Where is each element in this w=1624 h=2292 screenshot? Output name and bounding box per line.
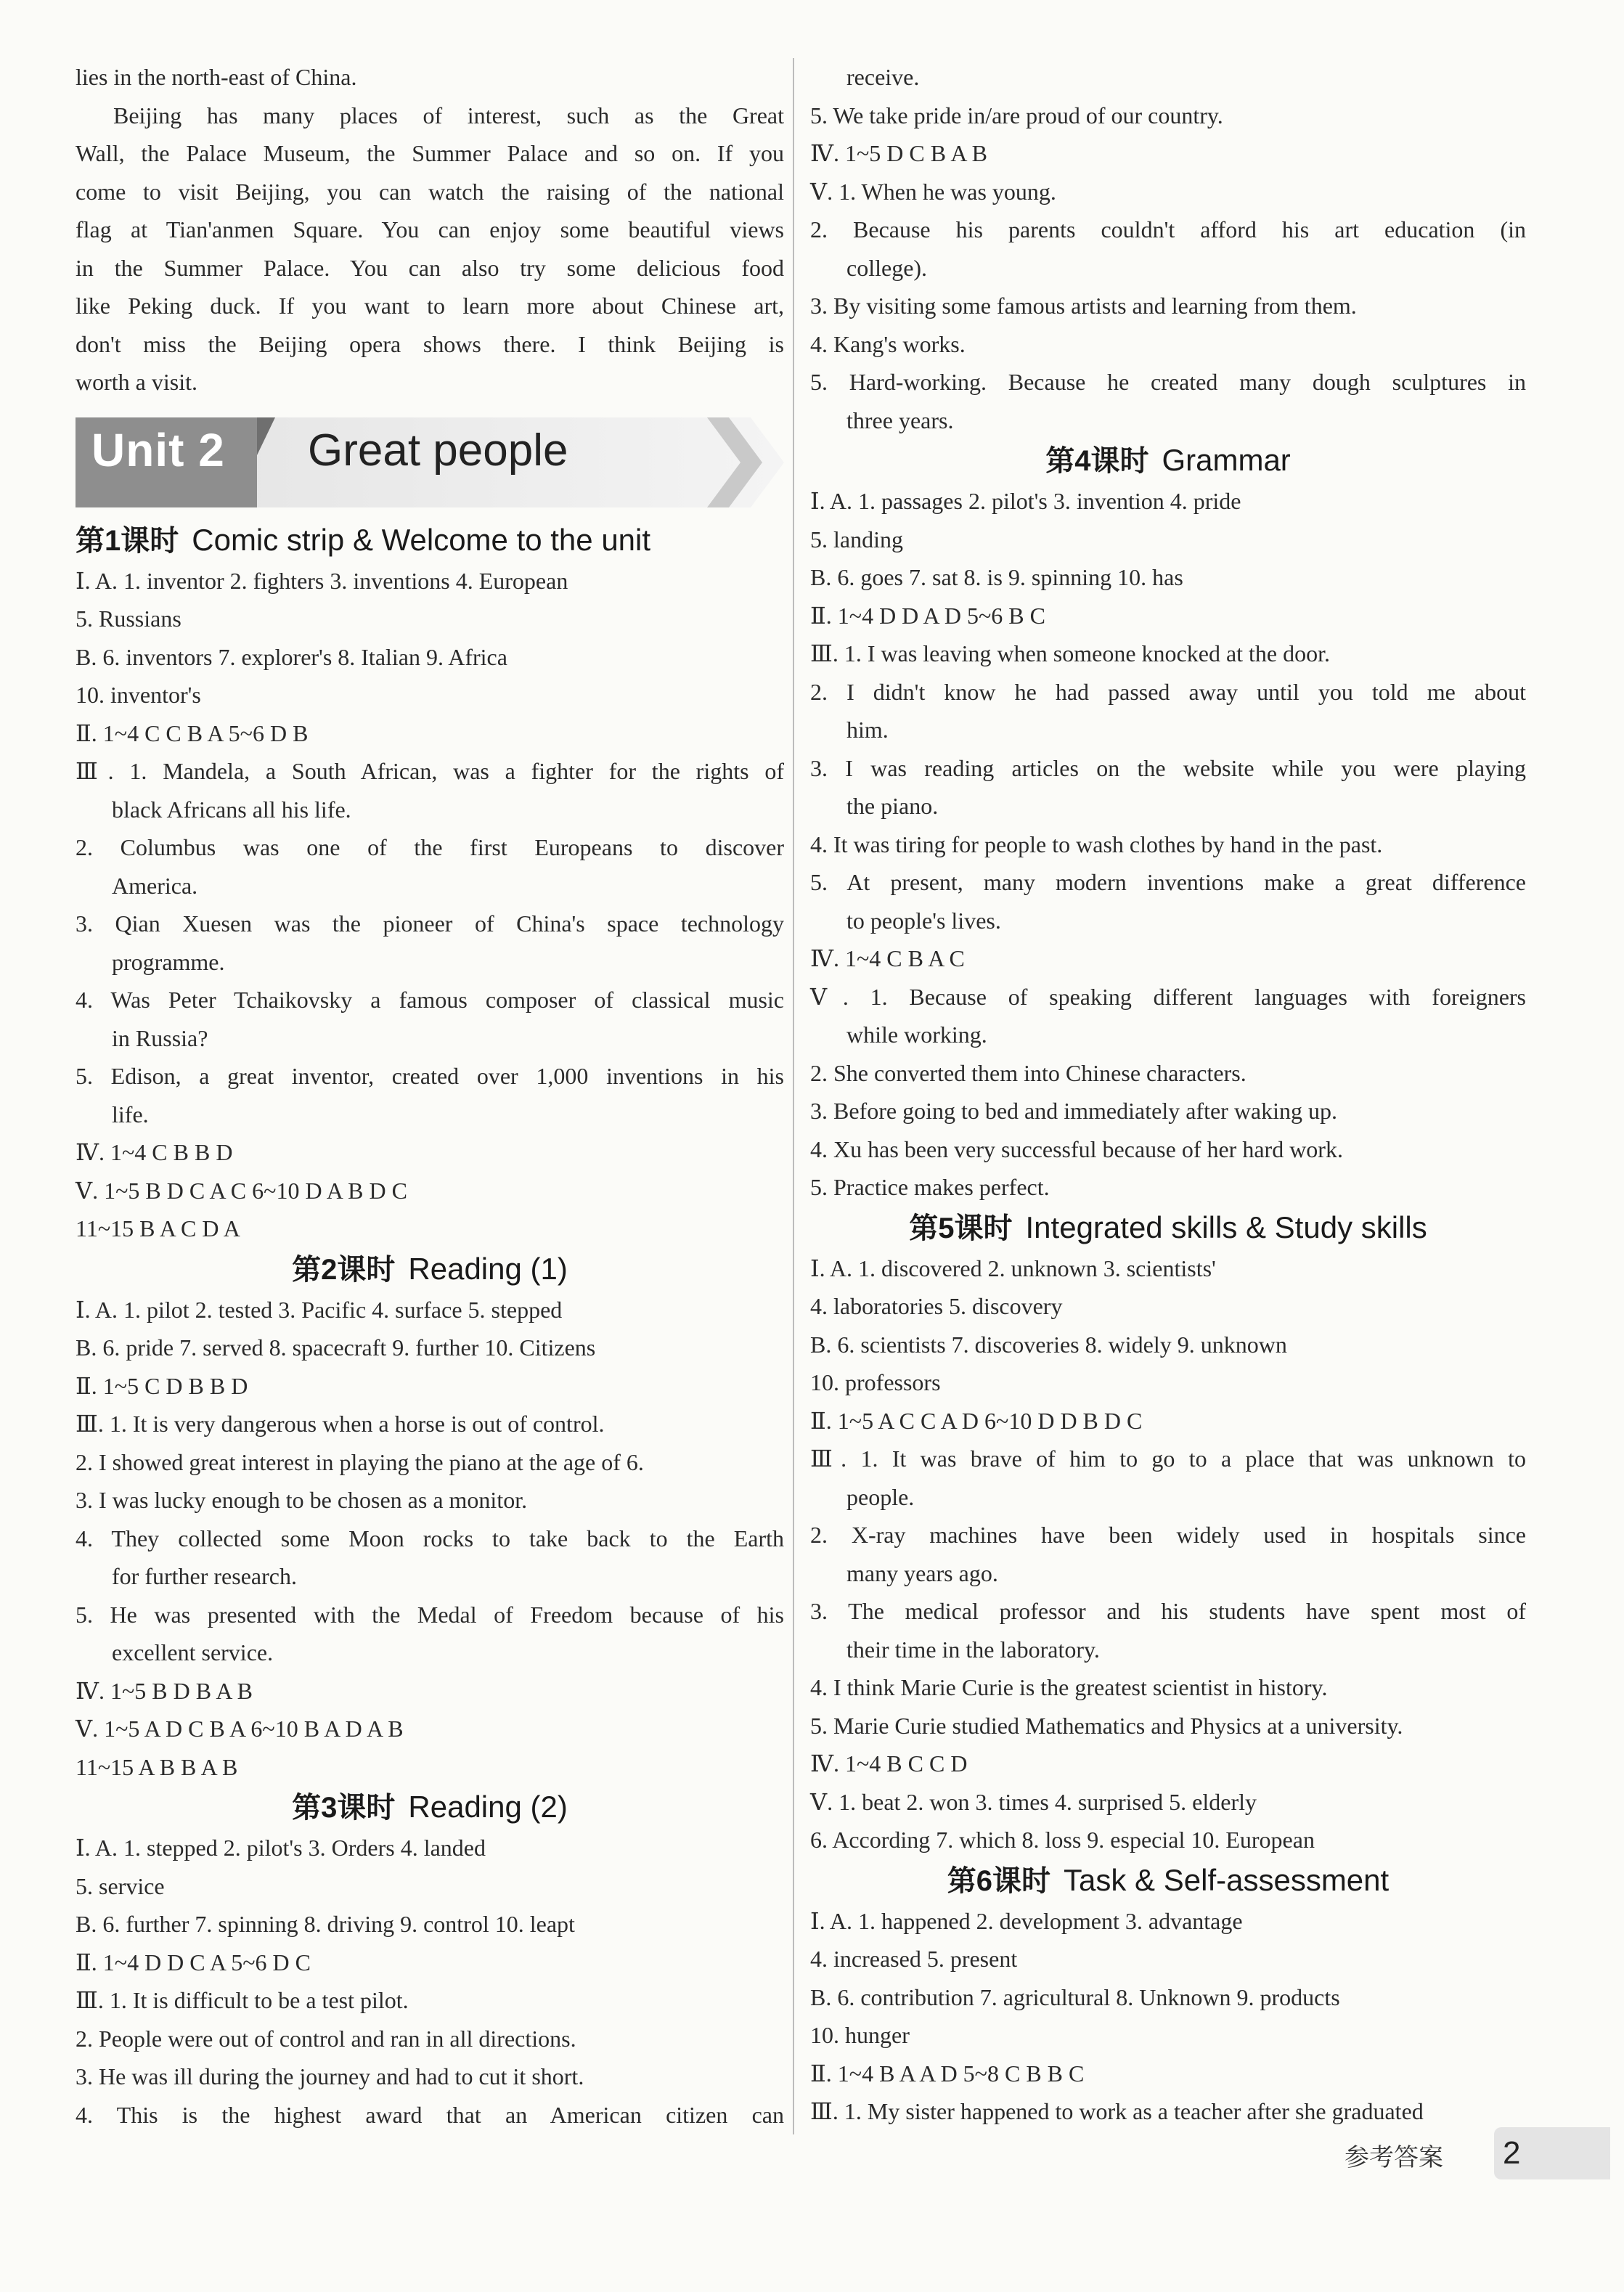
answer-line: Ⅲ. 1. It was brave of him to go to a place that was unknown to <box>810 1445 1526 1472</box>
answer-line: Ⅰ. A. 1. stepped 2. pilot's 3. Orders 4. landed <box>76 1835 486 1861</box>
answer-line: 4. Was Peter Tchaikovsky a famous composer of classical music <box>76 987 784 1013</box>
answer-line: Ⅴ. 1~5 A D C B A 6~10 B A D A B <box>76 1716 404 1742</box>
lesson5-heading <box>810 1207 1526 1249</box>
paragraph-line: don't miss the Beijing opera shows there. I think Beijing is <box>76 330 784 357</box>
answer-line: 4. I think Marie Curie is the greatest scientist in history. <box>810 1674 1328 1700</box>
lesson1-heading <box>76 519 784 562</box>
answer-line: B. 6. goes 7. sat 8. is 9. spinning 10. has <box>810 564 1183 590</box>
lesson2-answers <box>76 1291 784 1787</box>
answer-line: 5. Russians <box>76 605 181 632</box>
answer-line: Ⅰ. A. 1. inventor 2. fighters 3. inventions 4. European <box>76 567 568 594</box>
answer-line-continued: their time in the laboratory. <box>846 1636 1100 1663</box>
answer-line: B. 6. pride 7. served 8. spacecraft 9. further 10. Citizens <box>76 1334 596 1361</box>
answer-line: 10. professors <box>810 1369 941 1395</box>
lesson1-title: Comic strip & Welcome to the unit <box>192 522 651 557</box>
answer-line-continued: programme. <box>112 948 225 975</box>
paragraph-line: in the Summer Palace. You can also try some delicious food <box>76 254 784 281</box>
lesson6-answers <box>810 1902 1526 2131</box>
lesson2-heading <box>76 1248 784 1291</box>
answer-line-continued: receive. <box>846 64 920 90</box>
lesson3-number: 第3课时 <box>292 1792 396 1824</box>
answer-line-continued: America. <box>112 872 198 899</box>
lesson6-heading <box>810 1859 1526 1902</box>
lesson4-number: 第4课时 <box>1045 445 1149 477</box>
answer-line: Ⅱ. 1~4 B A A D 5~8 C B B C <box>810 2060 1085 2087</box>
answer-line: 2. X-ray machines have been widely used in hospitals since <box>810 1522 1526 1548</box>
answer-line: 4. They collected some Moon rocks to take back to the Earth <box>76 1525 784 1551</box>
column-divider <box>793 58 794 2134</box>
answer-line: B. 6. scientists 7. discoveries 8. widely 9. unknown <box>810 1331 1287 1358</box>
reading2-continued <box>810 58 1526 439</box>
answer-line-continued: in Russia? <box>112 1024 208 1051</box>
answer-line: 2. I showed great interest in playing the piano at the age of 6. <box>76 1448 644 1475</box>
unit-label: Unit 2 <box>91 423 225 476</box>
answer-line-continued: the piano. <box>846 793 939 819</box>
answer-line: Ⅱ. 1~4 D D C A 5~6 D C <box>76 1949 311 1975</box>
answer-line: 5. Edison, a great inventor, created over 1,000 inventions in his <box>76 1063 784 1089</box>
lesson3-heading <box>76 1786 784 1829</box>
intro-paragraph <box>76 58 784 401</box>
answer-line-continued: life. <box>112 1101 149 1127</box>
answer-line: 2. People were out of control and ran in all directions. <box>76 2025 576 2052</box>
answer-line: Ⅳ. 1~4 B C C D <box>810 1750 968 1777</box>
answer-line-continued: college). <box>846 254 928 281</box>
answer-line: Ⅲ. 1. My sister happened to work as a teacher after she graduated <box>810 2098 1424 2124</box>
answer-line: Ⅴ. 1. When he was young. <box>810 178 1056 205</box>
paragraph-line: Wall, the Palace Museum, the Summer Palace and so on. If you <box>76 140 784 166</box>
answer-line: Ⅱ. 1~5 C D B B D <box>76 1372 248 1399</box>
answer-line: 3. I was reading articles on the website while you were playing <box>810 754 1526 781</box>
answer-line: 4. laboratories 5. discovery <box>810 1293 1063 1319</box>
lesson6-number: 第6课时 <box>947 1864 1051 1897</box>
paragraph-line: worth a visit. <box>76 369 197 395</box>
lesson2-number: 第2课时 <box>292 1253 396 1286</box>
lesson3-title: Reading (2) <box>408 1790 568 1824</box>
answer-line: 11~15 B A C D A <box>76 1215 240 1241</box>
answer-line-continued: many years ago. <box>846 1559 998 1586</box>
answer-line: 4. Kang's works. <box>810 330 966 357</box>
paragraph-line: lies in the north-east of China. <box>76 64 357 90</box>
lesson4-answers <box>810 482 1526 1207</box>
lesson3-answers <box>76 1829 784 2096</box>
lesson1-number: 第1课时 <box>76 524 179 557</box>
answer-line: 4. This is the highest award that an American citizen can <box>76 2101 784 2128</box>
answer-line: 2. She converted them into Chinese characters. <box>810 1059 1246 1086</box>
answer-line: 4. increased 5. present <box>810 1946 1018 1972</box>
paragraph-line: Beijing has many places of interest, such as the Great <box>113 102 784 129</box>
footer-label: 参考答案 <box>1345 2143 1443 2172</box>
unit-banner <box>76 412 784 515</box>
unit-title: Great people <box>308 425 568 476</box>
answer-line: 3. Before going to bed and immediately after waking up. <box>810 1098 1338 1124</box>
answer-line-continued: while working. <box>846 1021 987 1048</box>
lesson6-title: Task & Self-assessment <box>1064 1862 1390 1897</box>
answer-line-continued: for further research. <box>112 1563 297 1589</box>
answer-line: 5. Practice makes perfect. <box>810 1174 1050 1200</box>
answer-line: 2. Columbus was one of the first Europeans to discover <box>76 834 784 860</box>
answer-line: Ⅳ. 1~5 D C B A B <box>810 140 987 166</box>
answer-line: 5. We take pride in/are proud of our country. <box>810 102 1223 129</box>
answer-line: Ⅰ. A. 1. happened 2. development 3. advantage <box>810 1907 1243 1934</box>
lesson5-number: 第5课时 <box>909 1212 1013 1244</box>
right-column <box>810 58 1526 2131</box>
answer-line: Ⅳ. 1~5 B D B A B <box>76 1677 253 1704</box>
paragraph-line: flag at Tian'anmen Square. You can enjoy some beautiful views <box>76 216 784 242</box>
left-column <box>76 58 784 2134</box>
answer-line: Ⅱ. 1~5 A C C A D 6~10 D D B D C <box>810 1407 1143 1434</box>
answer-line: B. 6. contribution 7. agricultural 8. Unknown 9. products <box>810 1983 1340 2010</box>
answer-line: 3. I was lucky enough to be chosen as a monitor. <box>76 1487 528 1513</box>
answer-line: Ⅲ. 1. I was leaving when someone knocked at the door. <box>810 640 1331 666</box>
answer-line: 3. The medical professor and his students have spent most of <box>810 1598 1526 1624</box>
answer-line-continued: excellent service. <box>112 1639 274 1665</box>
answer-line: 5. Marie Curie studied Mathematics and Physics at a university. <box>810 1712 1403 1739</box>
lesson4-title: Grammar <box>1162 443 1291 477</box>
answer-line: Ⅱ. 1~4 C C B A 5~6 D B <box>76 719 309 746</box>
answer-line: 3. Qian Xuesen was the pioneer of China's space technology <box>76 910 784 937</box>
answer-line: 5. landing <box>810 526 903 552</box>
answer-line-continued: people. <box>846 1483 915 1510</box>
lesson5-answers <box>810 1249 1526 1859</box>
lesson5-title: Integrated skills & Study skills <box>1025 1210 1427 1244</box>
answer-line: 5. He was presented with the Medal of Freedom because of his <box>76 1601 784 1628</box>
answer-line: 11~15 A B B A B <box>76 1753 238 1780</box>
lesson4-heading <box>810 439 1526 482</box>
answer-line: Ⅴ. 1. beat 2. won 3. times 4. surprised 5. elderly <box>810 1788 1257 1815</box>
answer-line-continued: him. <box>846 717 889 743</box>
answer-line: Ⅲ. 1. Mandela, a South African, was a fighter for the rights of <box>76 758 784 784</box>
answer-line: B. 6. further 7. spinning 8. driving 9. control 10. leapt <box>76 1911 575 1937</box>
answer-line: 5. At present, many modern inventions make a great difference <box>810 869 1526 895</box>
answer-line: Ⅰ. A. 1. discovered 2. unknown 3. scientists' <box>810 1255 1216 1281</box>
lesson2-title: Reading (1) <box>408 1251 568 1286</box>
answer-line-continued: three years. <box>846 407 954 433</box>
paragraph-line: come to visit Beijing, you can watch the raising of the national <box>76 178 784 205</box>
answer-line-continued: black Africans all his life. <box>112 796 351 823</box>
answer-line: Ⅰ. A. 1. passages 2. pilot's 3. invention 4. pride <box>810 488 1241 514</box>
answer-line: Ⅱ. 1~4 D D A D 5~6 B C <box>810 602 1045 629</box>
answer-line: 10. inventor's <box>76 682 201 708</box>
answer-line: 6. According 7. which 8. loss 9. especial 10. European <box>810 1827 1315 1853</box>
answer-line: 5. Hard-working. Because he created many dough sculptures in <box>810 369 1526 395</box>
answer-line: 5. service <box>76 1872 165 1899</box>
answer-line: 4. It was tiring for people to wash clothes by hand in the past. <box>810 831 1383 857</box>
answer-line: Ⅲ. 1. It is difficult to be a test pilot. <box>76 1987 409 2013</box>
answer-line: 3. By visiting some famous artists and learning from them. <box>810 293 1357 319</box>
answer-line: 2. I didn't know he had passed away until you told me about <box>810 678 1526 705</box>
answer-line: 2. Because his parents couldn't afford his art education (in <box>810 216 1526 242</box>
answer-line: 3. He was ill during the journey and had to cut it short. <box>76 2063 584 2089</box>
answer-line: Ⅲ. 1. It is very dangerous when a horse is out of control. <box>76 1411 605 1437</box>
answer-line: B. 6. inventors 7. explorer's 8. Italian 9. Africa <box>76 643 507 670</box>
answer-line: 4. Xu has been very successful because of her hard work. <box>810 1135 1343 1162</box>
answer-line: Ⅴ. 1~5 B D C A C 6~10 D A B D C <box>76 1177 407 1204</box>
answer-line-continued: to people's lives. <box>846 907 1001 934</box>
lesson1-answers <box>76 562 784 1248</box>
paragraph-line: like Peking duck. If you want to learn more about Chinese art, <box>76 293 784 319</box>
answer-line: Ⅴ. 1. Because of speaking different languages with foreigners <box>810 983 1526 1010</box>
page-number: 2 <box>1503 2135 1521 2171</box>
answer-line: Ⅳ. 1~4 C B A C <box>810 945 965 971</box>
answer-line: Ⅳ. 1~4 C B B D <box>76 1139 233 1165</box>
answer-line: Ⅰ. A. 1. pilot 2. tested 3. Pacific 4. surface 5. stepped <box>76 1296 563 1323</box>
answer-line: 10. hunger <box>810 2022 910 2048</box>
